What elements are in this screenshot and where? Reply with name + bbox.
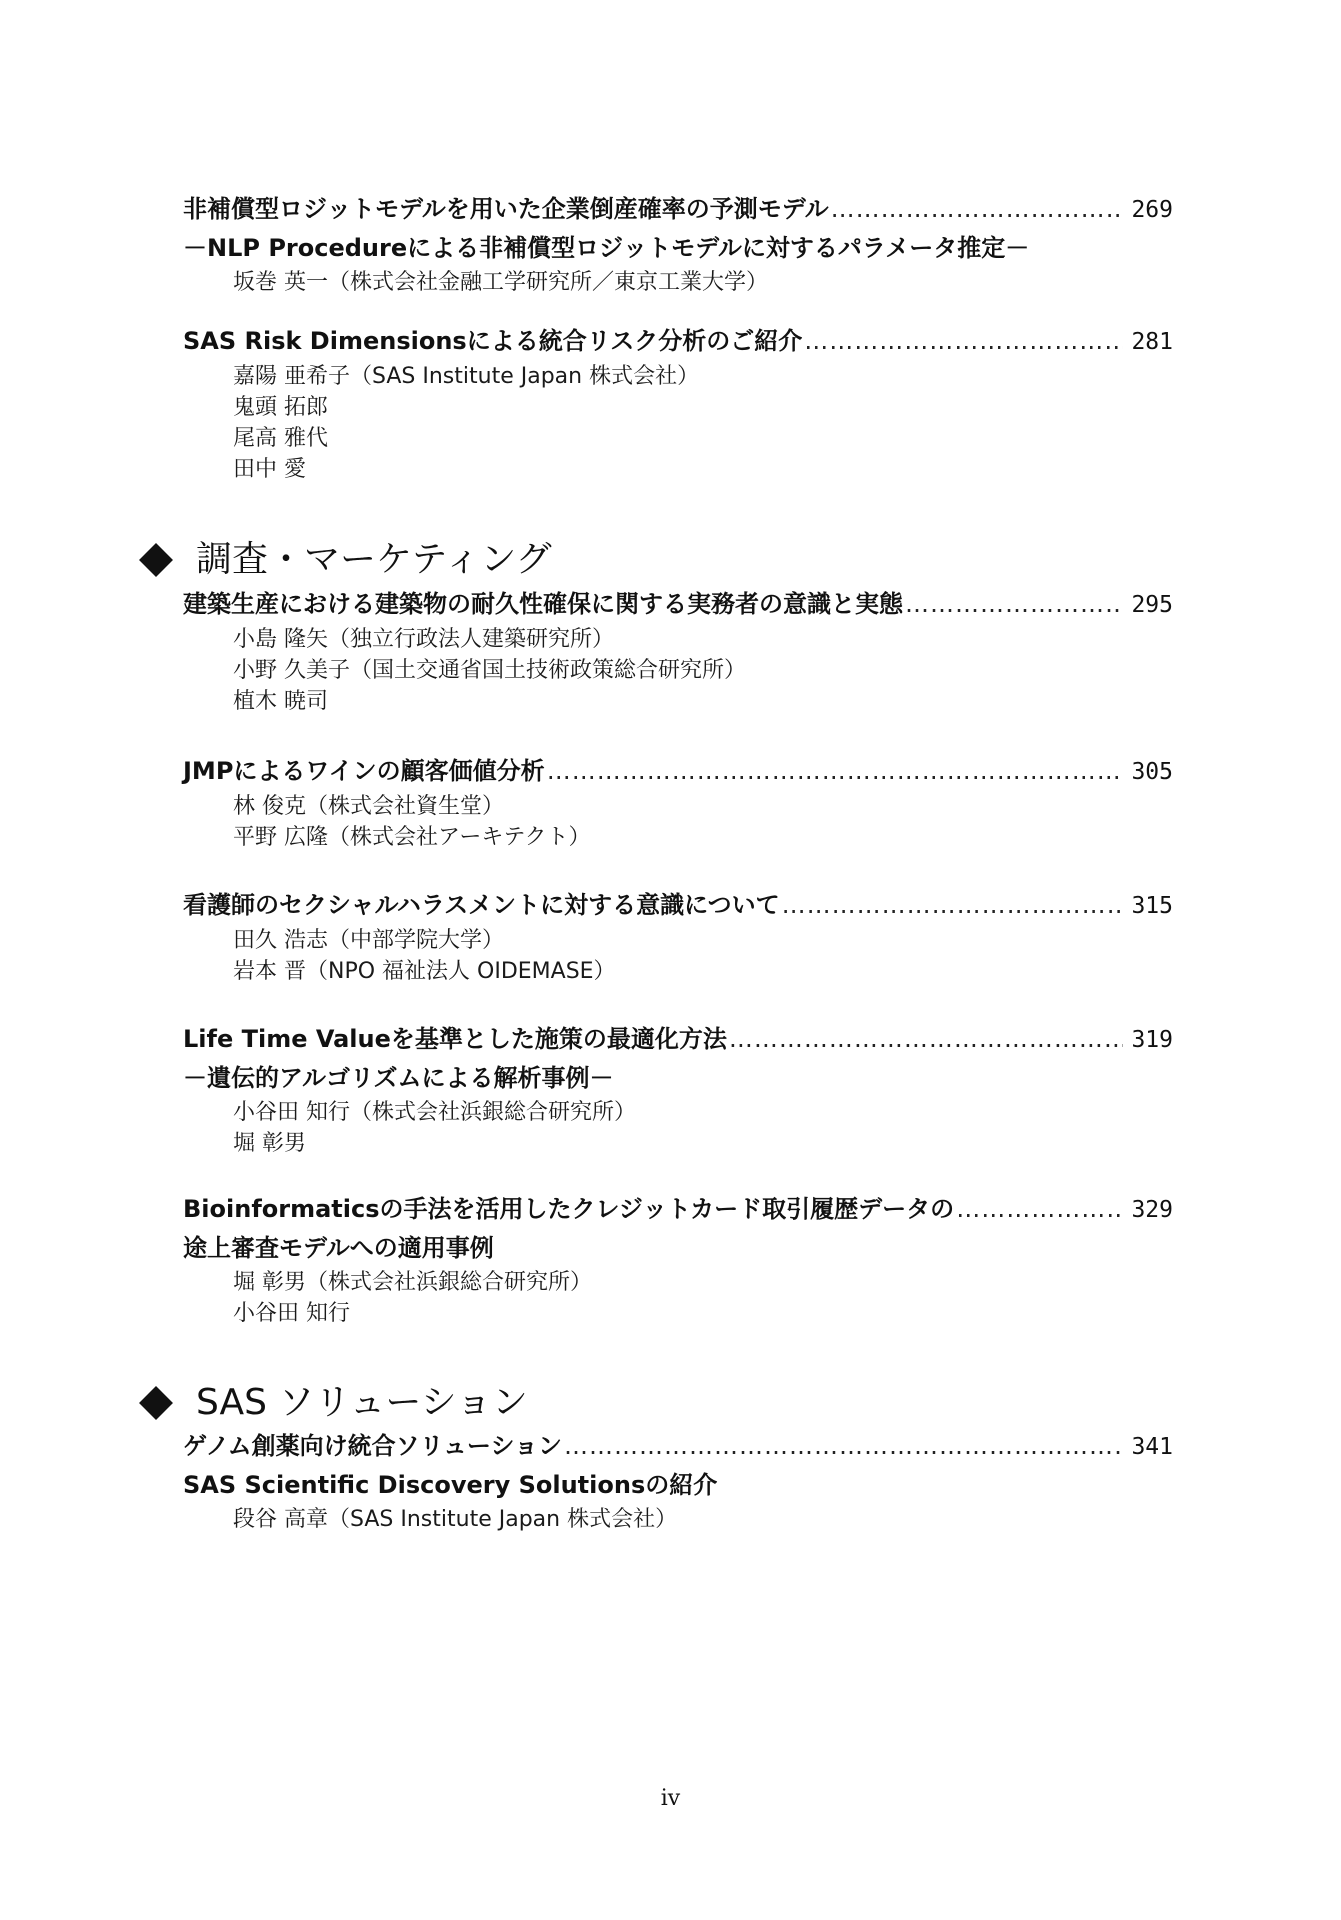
- section-title: SAS ソリューション: [196, 1382, 528, 1423]
- entry-title: SAS Risk Dimensionsによる統合リスク分析のご紹介: [183, 327, 803, 355]
- entry-subtitle: 途上審査モデルへの適用事例: [183, 1234, 494, 1262]
- entry-author: 田久 浩志（中部学院大学）: [233, 928, 504, 953]
- toc-entry: [183, 1020, 1173, 1159]
- entry-author: 坂巻 英一（株式会社金融工学研究所／東京工業大学）: [233, 270, 768, 295]
- entry-author: 鬼頭 拓郎: [233, 395, 328, 420]
- toc-entry: [183, 886, 1173, 987]
- entry-title-line: [183, 322, 1173, 361]
- entry-title-line: [183, 886, 1173, 925]
- entry-page-number: 329: [1131, 1197, 1173, 1223]
- entry-author: 段谷 高章（SAS Institute Japan 株式会社）: [233, 1507, 678, 1532]
- entry-author: 尾高 雅代: [233, 426, 328, 451]
- entry-title: Life Time Valueを基準とした施策の最適化方法: [183, 1025, 727, 1053]
- entry-author: 林 俊克（株式会社資生堂）: [233, 794, 504, 819]
- entry-page-number: 315: [1131, 893, 1173, 919]
- section-heading: [140, 1379, 528, 1427]
- entry-subtitle: SAS Scientific Discovery Solutionsの紹介: [183, 1471, 718, 1499]
- entry-author: 小島 隆矢（独立行政法人建築研究所）: [233, 627, 614, 652]
- entry-title: 看護師のセクシャルハラスメントに対する意識について: [183, 891, 780, 919]
- entry-title: JMPによるワインの顧客価値分析: [183, 757, 545, 785]
- toc-entry: [183, 1427, 1173, 1535]
- entry-title-line: [183, 1020, 1173, 1059]
- footer-page-number: iv: [660, 1786, 681, 1811]
- entry-page-number: 319: [1131, 1027, 1173, 1053]
- entry-author: 植木 暁司: [233, 689, 328, 714]
- entry-title-line: [183, 1427, 1173, 1466]
- toc-entry: [183, 1190, 1173, 1329]
- diamond-bullet-icon: [139, 543, 173, 577]
- entry-title: 建築生産における建築物の耐久性確保に関する実務者の意識と実態: [183, 590, 903, 618]
- entry-author: 小野 久美子（国土交通省国土技術政策総合研究所）: [233, 658, 746, 683]
- entry-title-line: [183, 190, 1173, 229]
- entry-title: Bioinformaticsの手法を活用したクレジットカード取引履歴データの: [183, 1195, 955, 1223]
- entry-title: ゲノム創薬向け統合ソリューション: [183, 1432, 562, 1460]
- entry-author: 嘉陽 亜希子（SAS Institute Japan 株式会社）: [233, 364, 700, 389]
- entry-title-line: [183, 752, 1173, 791]
- dot-leader: [547, 752, 1123, 790]
- dot-leader: [782, 886, 1123, 924]
- entry-title-line: [183, 1190, 1173, 1229]
- toc-entry: [183, 322, 1173, 485]
- toc-entry: [183, 585, 1173, 717]
- entry-author: 岩本 晋（NPO 福祉法人 OIDEMASE）: [233, 959, 616, 984]
- entry-page-number: 269: [1131, 197, 1173, 223]
- section-heading: [140, 536, 552, 584]
- entry-title: 非補償型ロジットモデルを用いた企業倒産確率の予測モデル: [183, 195, 829, 223]
- dot-leader: [564, 1427, 1123, 1465]
- entry-author: 平野 広隆（株式会社アーキテクト）: [233, 825, 591, 850]
- entry-title-line: [183, 585, 1173, 624]
- dot-leader: [729, 1020, 1123, 1058]
- entry-page-number: 305: [1131, 759, 1173, 785]
- toc-entry: [183, 190, 1173, 298]
- diamond-bullet-icon: [139, 1386, 173, 1420]
- entry-author: 堀 彰男（株式会社浜銀総合研究所）: [233, 1270, 592, 1295]
- entry-author: 小谷田 知行: [233, 1301, 350, 1326]
- section-title: 調査・マーケティング: [196, 539, 552, 580]
- dot-leader: [804, 322, 1123, 360]
- entry-author: 小谷田 知行（株式会社浜銀総合研究所）: [233, 1100, 636, 1125]
- entry-subtitle: －遺伝的アルゴリズムによる解析事例－: [183, 1064, 614, 1092]
- dot-leader: [905, 585, 1123, 623]
- dot-leader: [956, 1190, 1123, 1228]
- entry-page-number: 281: [1131, 329, 1173, 355]
- entry-subtitle: －NLP Procedureによる非補償型ロジットモデルに対するパラメータ推定－: [183, 234, 1030, 262]
- entry-author: 堀 彰男: [233, 1131, 306, 1156]
- dot-leader: [831, 190, 1123, 228]
- entry-author: 田中 愛: [233, 457, 306, 482]
- toc-entry: [183, 752, 1173, 853]
- entry-page-number: 341: [1131, 1434, 1173, 1460]
- entry-page-number: 295: [1131, 592, 1173, 618]
